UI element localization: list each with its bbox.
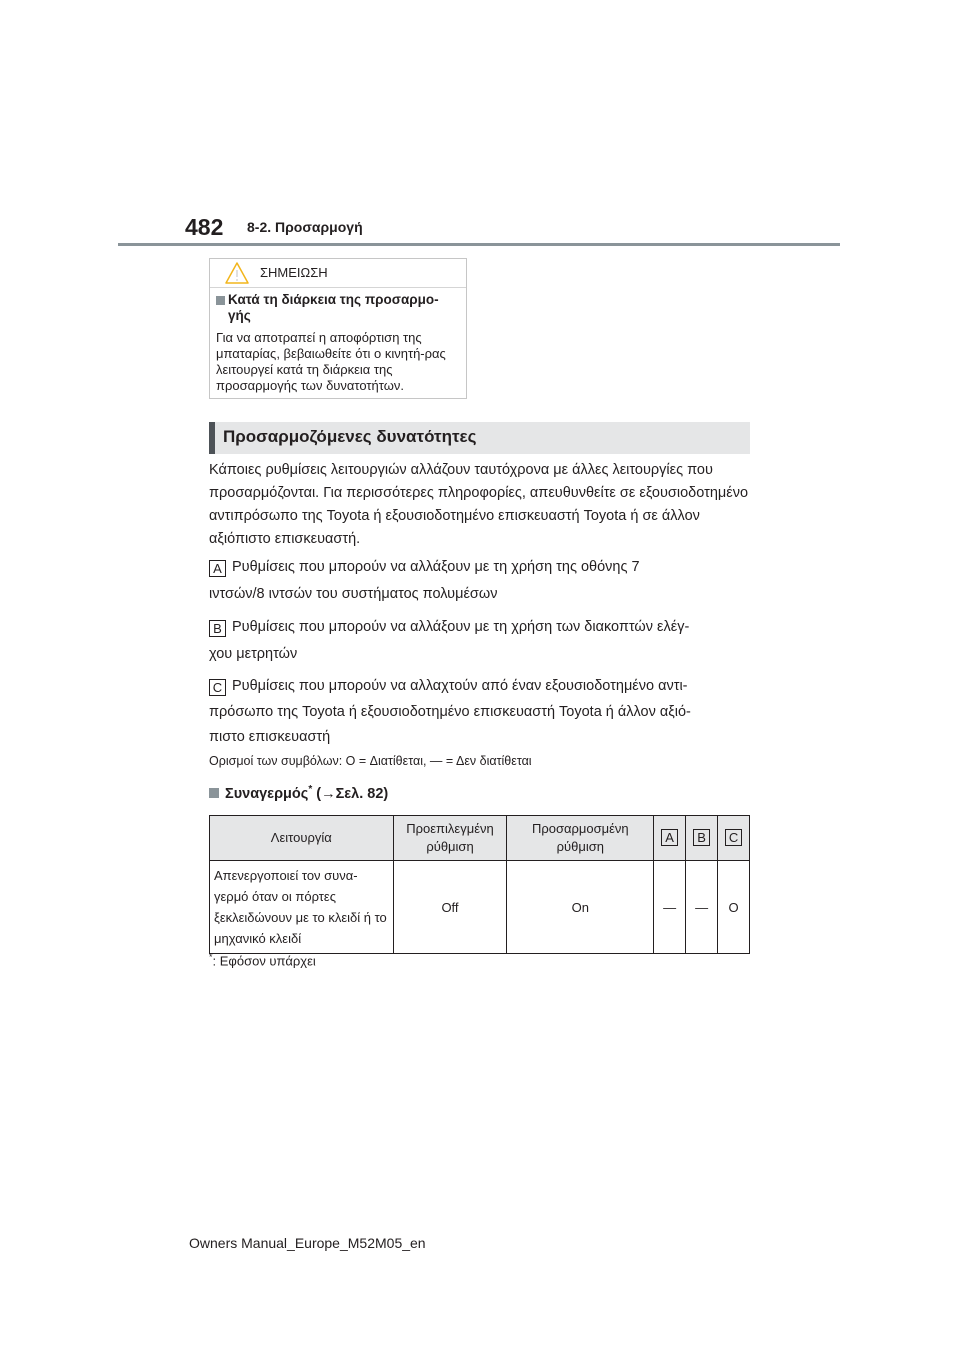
section-title-accent [209,422,215,454]
header-custom: Προσαρμοσμένη ρύθμιση [507,816,654,861]
legend-c-line-1 [209,677,688,694]
header-a [654,816,686,861]
alarm-title: Συναγερμός [225,785,309,802]
cell-function: Απενεργοποιεί τον συνα-γερμό όταν οι πόρτες ξεκλειδώνουν με το κλειδί ή το μηχανικό κλειδί [210,861,394,954]
square-bullet-icon [209,788,219,798]
legend-c-text: Ρυθμίσεις που μπορούν να αλλαχτούν από έναν εξουσιοδοτημένο αντι- [232,678,688,694]
legend-c-key: C [209,679,226,696]
notice-header [210,259,466,288]
legend-b-text: Ρυθμίσεις που μπορούν να αλλάξουν με τη χρήση των διακοπτών ελέγ- [232,619,690,635]
header-b [686,816,718,861]
header-a-key: A [661,829,678,846]
notice-box [209,258,467,399]
square-bullet-icon [216,296,225,305]
legend-c-line-2: πρόσωπο της Toyota ή εξουσιοδοτημένο επισκευαστή Toyota ή άλλον αξιό- [209,704,691,720]
table-header-row [210,816,750,861]
notice-subtitle: Κατά τη διάρκεια της προσαρμο-γής [228,292,439,323]
cell-custom: On [507,861,654,954]
customization-table [209,815,750,954]
legend-b-line-1 [209,618,689,635]
legend-b-key: B [209,620,226,637]
header-b-key: B [693,829,710,846]
cell-c: O [718,861,750,954]
notice-title: ΣΗΜΕΙΩΣΗ [260,265,328,280]
legend-a-key: A [209,560,226,577]
table-row [210,861,750,954]
footnote-mark: * [209,952,213,962]
cell-a: — [654,861,686,954]
warning-triangle-icon [225,262,249,284]
alarm-page-ref: (→Σελ. 82) [316,785,389,802]
header-divider [118,243,840,246]
section-label: 8-2. Προσαρμογή [247,219,363,235]
footnote-text: : Εφόσον υπάρχει [212,953,316,969]
alarm-heading [209,784,388,802]
notice-body: Για να αποτραπεί η αποφόρτιση της μπαταρίας, βεβαιωθείτε ότι ο κινητή-ρας λειτουργεί κατά τη διάρκεια της προσαρμογής των δυνατοτήτων. [216,330,446,393]
header-c-key: C [725,829,742,846]
footnote [209,952,316,968]
alarm-footnote-mark: * [308,784,313,795]
cell-b: — [686,861,718,954]
symbols-note: Ορισμοί των συμβόλων: O = Διατίθεται, — = Δεν διατίθεται [209,754,532,768]
legend-a-line-2: ιντσών/8 ιντσών του συστήματος πολυμέσων [209,586,498,602]
header-default: Προεπιλεγμένη ρύθμιση [393,816,507,861]
header-c [718,816,750,861]
legend-c-line-3: πιστο επισκευαστή [209,729,331,745]
section-title: Προσαρμοζόμενες δυνατότητες [223,427,477,446]
legend-a-line-1 [209,558,640,575]
section-title-bar [209,422,750,454]
header-function: Λειτουργία [210,816,394,861]
legend-b-line-2: χου μετρητών [209,646,298,662]
manual-id: Owners Manual_Europe_M52M05_en [189,1235,426,1251]
cell-default: Off [393,861,507,954]
intro-paragraph: Κάποιες ρυθμίσεις λειτουργιών αλλάζουν ταυτόχρονα με άλλες λειτουργίες που προσαρμόζονται. Για περισσότερες πληροφορίες, απευθυνθείτε σε εξουσιοδοτημένο αντιπρόσωπο της Toyota ή εξουσιοδοτημένο επισκευαστή Toyota ή σε άλλον αξιόπιστο επισκευαστή. [209,462,749,547]
legend-a-text: Ρυθμίσεις που μπορούν να αλλάξουν με τη χρήση της οθόνης 7 [232,559,640,575]
page-number: 482 [185,214,224,240]
